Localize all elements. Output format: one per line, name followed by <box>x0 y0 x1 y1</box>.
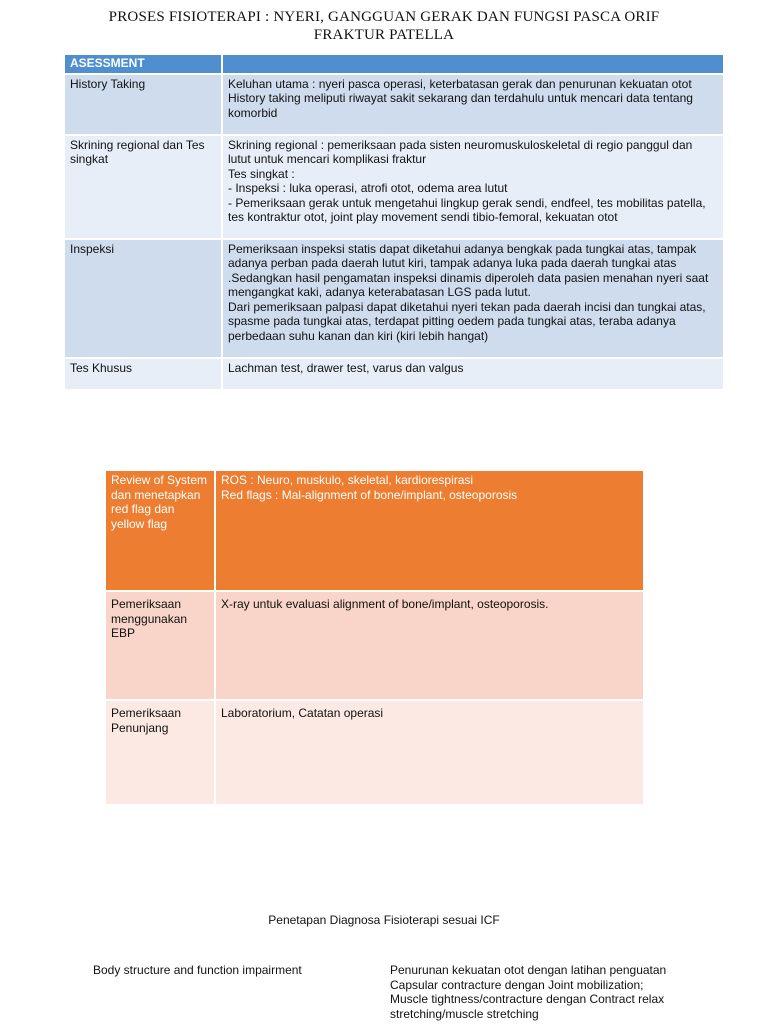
row-text-line: - Inspeksi : luka operasi, atrofi otot, odema area lutut <box>228 181 508 195</box>
row-text-line: Skrining regional : pemeriksaan pada sisten neuromuskuloskeletal di regio panggul dan lutut untuk mencari komplikasi fraktur <box>228 137 693 166</box>
row-label: Review of System dan menetapkan red flag dan yellow flag <box>106 471 216 592</box>
row-text-line: Pemeriksaan inspeksi statis dapat diketahui adanya bengkak pada tungkai atas, tampak adanya perban pada daerah lutut kiri, tampak adanya luka pada daerah tungkai atas .Sedangkan hasil pengamatan inspeksi dinamis diperoleh data pasien menahan nyeri saat mengangkat kaki, adanya keterabatasan LGS pada lutut. <box>228 241 709 299</box>
row-text-line: - Pemeriksaan gerak untuk mengetahui lingkup gerak sendi, endfeel, tes mobilitas patella, tes kontraktur otot, joint play movement sendi tibio-femoral, kekuatan otot <box>228 195 706 224</box>
row-text-line: Laboratorium, Catatan operasi <box>221 706 384 720</box>
icf-heading: Penetapan Diagnosa Fisioterapi sesuai ICF <box>268 913 500 927</box>
table-row <box>106 701 643 806</box>
row-text-line: Red flags : Mal-alignment of bone/implant, osteoporosis <box>221 487 518 502</box>
row-text-line: Lachman test, drawer test, varus dan valgus <box>228 360 464 375</box>
row-content <box>216 471 643 592</box>
document-title <box>40 8 728 44</box>
row-text-line: X-ray untuk evaluasi alignment of bone/implant, osteoporosis. <box>221 597 549 611</box>
row-text-line: Dari pemeriksaan palpasi dapat diketahui nyeri tekan pada daerah incisi dan tungkai atas, spasme pada tungkai atas, terdapat pitting oedem pada tungkai atas, teraba adanya perbedaan suhu kanan dan kiri (kiri lebih hangat) <box>228 299 706 343</box>
table-row <box>65 136 723 240</box>
table-row <box>65 359 723 391</box>
row-label: History Taking <box>65 75 223 136</box>
assessment-header-empty <box>223 55 723 75</box>
icf-label: Body structure and function impairment <box>93 963 302 977</box>
row-label: Pemeriksaan Penunjang <box>106 701 216 806</box>
assessment-header: ASESSMENT <box>65 55 223 75</box>
icf-text: Penurunan kekuatan otot dengan latihan penguatan Capsular contracture dengan Joint mobilization; Muscle tightness/contracture dengan Contract relax stretching/muscle stretching <box>390 963 667 1021</box>
row-content <box>223 136 723 240</box>
row-label: Pemeriksaan menggunakan EBP <box>106 592 216 701</box>
row-text-line: Tes singkat : <box>228 166 295 181</box>
row-content <box>223 359 723 391</box>
row-text-line: Keluhan utama : nyeri pasca operasi, keterbatasan gerak dan penurunan kekuatan otot <box>228 76 692 91</box>
row-label: Inspeksi <box>65 240 223 359</box>
review-table <box>106 471 643 806</box>
row-text-line: ROS : Neuro, muskulo, skeletal, kardiorespirasi <box>221 473 474 487</box>
row-content <box>223 75 723 136</box>
table-row <box>65 240 723 359</box>
assessment-header-row <box>65 55 723 75</box>
row-label: Tes Khusus <box>65 359 223 391</box>
title-line-1: PROSES FISIOTERAPI : NYERI, GANGGUAN GERAK DAN FUNGSI PASCA ORIF <box>108 9 660 25</box>
table-row <box>106 471 643 592</box>
table-row <box>106 592 643 701</box>
row-text-line: History taking meliputi riwayat sakit sekarang dan terdahulu untuk mencari data tentang komorbid <box>228 91 693 120</box>
row-content <box>216 701 643 806</box>
row-content <box>223 240 723 359</box>
title-line-2: FRAKTUR PATELLA <box>313 27 455 43</box>
assessment-table <box>65 55 723 391</box>
table-row <box>65 75 723 136</box>
row-content <box>216 592 643 701</box>
row-label: Skrining regional dan Tes singkat <box>65 136 223 240</box>
